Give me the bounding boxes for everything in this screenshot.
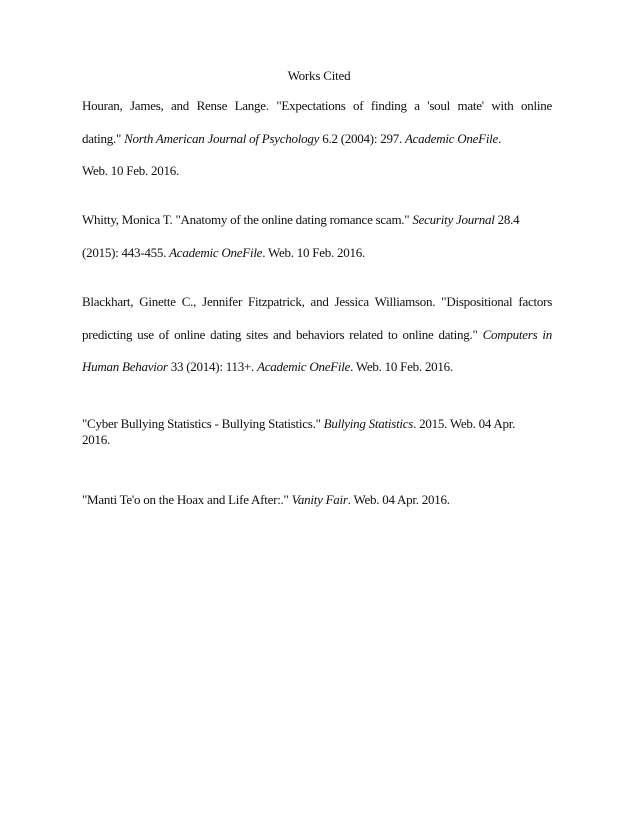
citation-text: 33 (2014): 113+. — [167, 359, 258, 374]
citation-text: Blackhart, Ginette C., Jennifer Fitzpatrick, and Jessica Williamson. "Dispositional factors — [82, 294, 552, 309]
citation-text: 6.2 (2004): 297. — [319, 131, 405, 146]
citation-blackhart-line-2 — [82, 327, 552, 343]
citation-cyberbullying-line-1 — [82, 416, 515, 432]
citation-text: . Web. 10 Feb. 2016. — [350, 359, 453, 374]
citation-houran-line-2 — [82, 131, 501, 147]
citation-whitty-line-2 — [82, 245, 365, 261]
citation-vanityfair-line-1 — [82, 492, 450, 508]
citation-text: 2016. — [82, 432, 110, 447]
citation-blackhart-line-1 — [82, 294, 552, 310]
citation-text: . Web. 04 Apr. 2016. — [347, 492, 450, 507]
website-title: Bullying Statistics — [323, 416, 414, 431]
journal-title: Computers in — [482, 327, 553, 342]
citation-text: 28.4 — [494, 212, 520, 227]
citation-whitty-line-1 — [82, 212, 519, 228]
database-title: Academic OneFile — [169, 245, 263, 260]
citation-text: Houran, James, and Rense Lange. "Expectations of finding a 'soul mate' with online — [82, 98, 552, 113]
citation-text: dating." — [82, 131, 125, 146]
journal-title: Security Journal — [412, 212, 495, 227]
citation-blackhart-line-3 — [82, 359, 453, 375]
database-title: Academic OneFile — [257, 359, 351, 374]
citation-text: . — [498, 131, 502, 146]
citation-text: Web. 10 Feb. 2016. — [82, 163, 179, 178]
journal-title: Human Behavior — [82, 359, 168, 374]
citation-text: "Cyber Bullying Statistics - Bullying Statistics." — [82, 416, 324, 431]
page-title: Works Cited — [287, 68, 351, 83]
journal-title: North American Journal of Psychology — [124, 131, 320, 146]
citation-text: (2015): 443-455. — [82, 245, 170, 260]
citation-text: Whitty, Monica T. "Anatomy of the online dating romance scam." — [82, 212, 413, 227]
database-title: Academic OneFile — [404, 131, 499, 146]
citation-text: predicting use of online dating sites and behaviors related to online dating." — [82, 327, 483, 342]
citation-text: . Web. 10 Feb. 2016. — [262, 245, 365, 260]
magazine-title: Vanity Fair — [291, 492, 348, 507]
citation-text: "Manti Te'o on the Hoax and Life After:." — [82, 492, 292, 507]
citation-houran-line-1 — [82, 98, 552, 114]
citation-cyberbullying-line-2 — [82, 432, 110, 448]
citation-text: . 2015. Web. 04 Apr. — [413, 416, 516, 431]
citation-houran-line-3 — [82, 163, 179, 179]
